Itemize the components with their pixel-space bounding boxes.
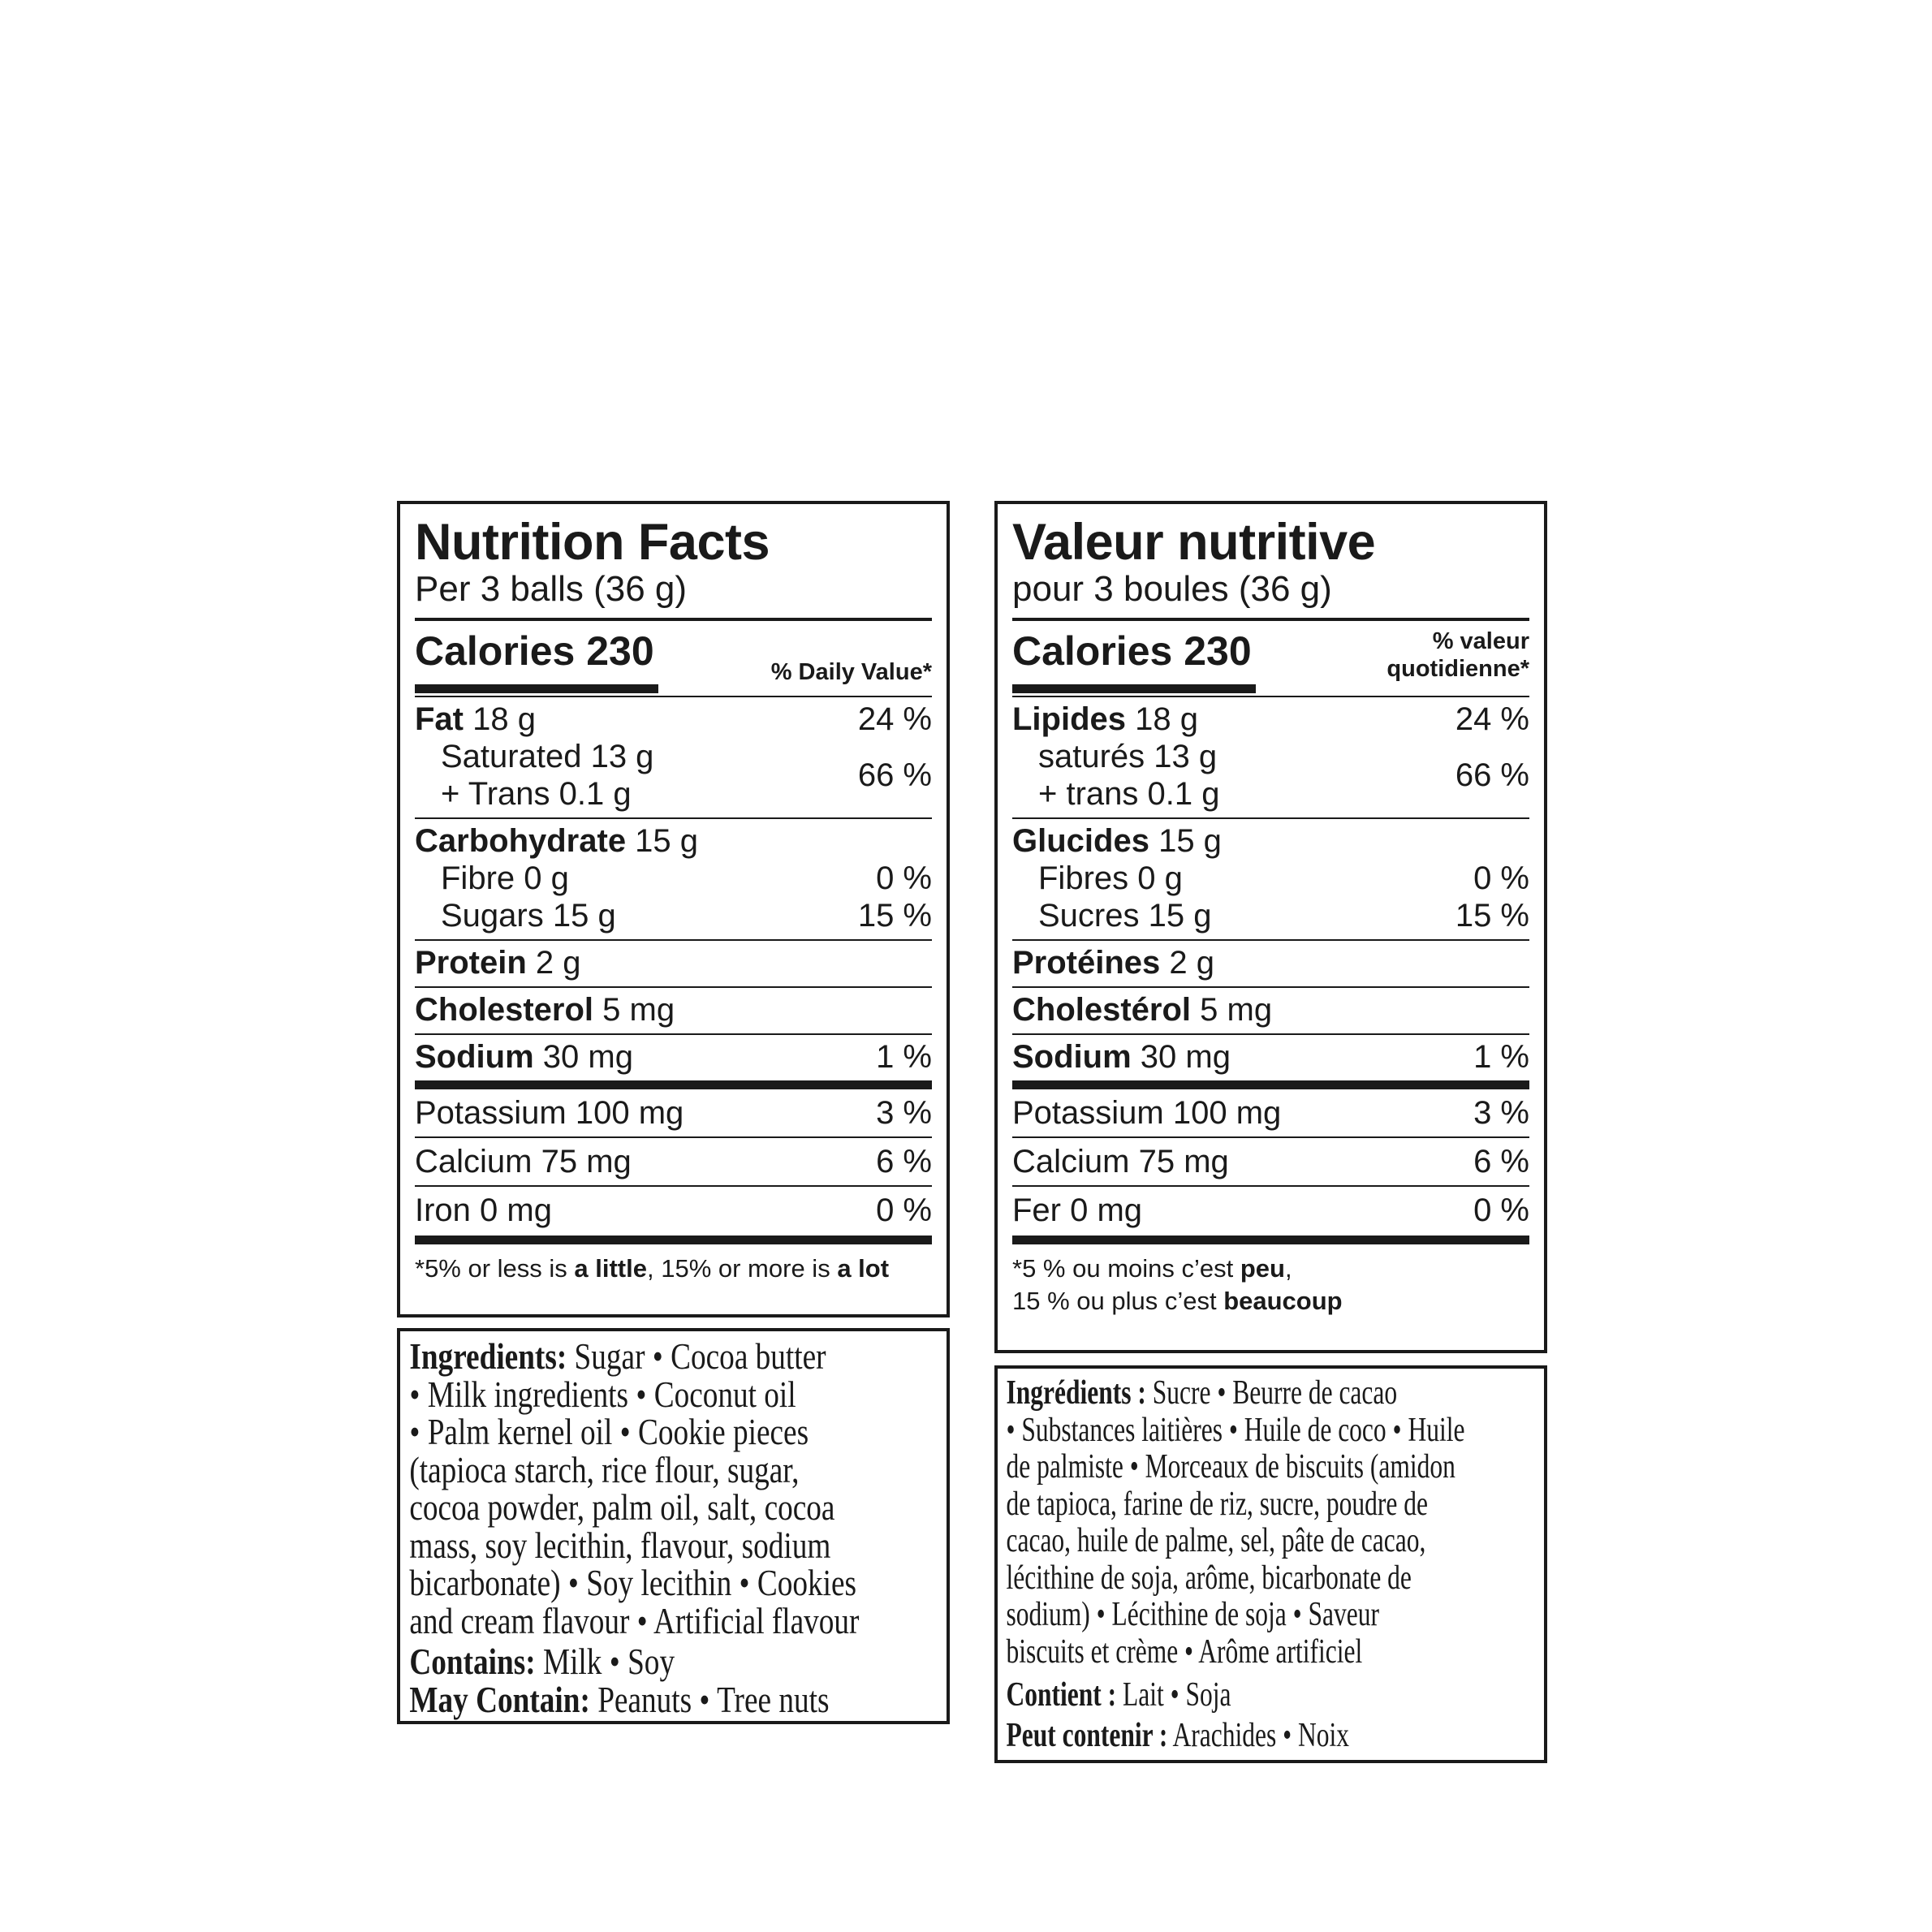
nutrient-name: Potassium 100 mg xyxy=(1012,1095,1282,1131)
daily-value-header-line1: % valeur xyxy=(1432,628,1529,654)
nutrient-amount: 5 mg xyxy=(593,992,675,1028)
calories-label: Calories 230 xyxy=(415,628,654,674)
nutrient-name: Lipides xyxy=(1012,701,1127,737)
footnote-text: *5 % ou moins c’est xyxy=(1012,1254,1240,1283)
footnote-text: , 15 % ou plus c’est xyxy=(1012,1254,1292,1315)
nutrient-name: Calcium 75 mg xyxy=(1012,1144,1229,1179)
thick-divider xyxy=(415,1080,932,1089)
allergens-may-contain xyxy=(409,1678,938,1720)
footnote-emphasis: beaucoup xyxy=(1223,1287,1343,1315)
nutrient-row-saturated-trans xyxy=(1012,738,1529,813)
nutrient-row-cholesterol xyxy=(415,988,932,1033)
nutrient-amount: 2 g xyxy=(526,945,581,981)
nutrient-row-calcium xyxy=(1012,1138,1529,1185)
nutrient-name: Cholestérol xyxy=(1012,992,1192,1028)
may-contain-text: Arachides • Noix xyxy=(1167,1716,1349,1754)
nutrient-row-fibre xyxy=(1012,860,1529,897)
calories-underline xyxy=(415,684,658,693)
nutrition-facts-panel-english xyxy=(397,501,950,1317)
contains-label: Contains: xyxy=(409,1641,536,1682)
nutrient-name: Glucides xyxy=(1012,823,1149,859)
ingredients-panel-french xyxy=(994,1365,1547,1763)
daily-value-header xyxy=(1351,627,1529,683)
ingredients-label: Ingrédients : xyxy=(1006,1374,1146,1412)
nutrient-percent: 24 % xyxy=(1455,701,1529,737)
nutrient-name: Sucres 15 g xyxy=(1038,898,1212,934)
nutrient-row-cholesterol xyxy=(1012,988,1529,1033)
nutrient-name: Carbohydrate xyxy=(415,823,627,859)
nutrient-percent: 6 % xyxy=(1473,1144,1529,1179)
nutrient-amount: 18 g xyxy=(464,701,536,737)
footnote xyxy=(1012,1244,1529,1317)
nutrient-name: Sodium xyxy=(415,1039,534,1075)
nutrient-name: Fibres 0 g xyxy=(1038,860,1183,896)
nutrient-name: Fat xyxy=(415,701,464,737)
nutrient-amount: 30 mg xyxy=(533,1039,633,1075)
nutrient-percent: 0 % xyxy=(876,1192,932,1228)
nutrient-amount: 30 mg xyxy=(1131,1039,1231,1075)
nutrient-row-iron xyxy=(1012,1187,1529,1236)
may-contain-label: May Contain: xyxy=(409,1678,590,1720)
nutrient-percent: 66 % xyxy=(1455,757,1529,793)
nutrient-name: Calcium 75 mg xyxy=(415,1144,632,1179)
nutrient-row-iron xyxy=(415,1187,932,1236)
ingredients-list xyxy=(1007,1375,1537,1671)
panel-title: Valeur nutritive xyxy=(1012,514,1376,571)
nutrient-row-fat xyxy=(1012,697,1529,738)
nutrient-row-fat xyxy=(415,697,932,738)
calories-block xyxy=(415,621,932,691)
footnote xyxy=(415,1244,932,1285)
nutrient-percent: 0 % xyxy=(1473,860,1529,896)
footnote-emphasis: peu xyxy=(1240,1254,1285,1283)
calories-label: Calories 230 xyxy=(1012,628,1252,674)
nutrient-amount: 18 g xyxy=(1126,701,1198,737)
thick-divider xyxy=(1012,1236,1529,1244)
panel-title: Nutrition Facts xyxy=(415,514,770,571)
nutrient-name: Potassium 100 mg xyxy=(415,1095,684,1131)
nutrient-percent: 66 % xyxy=(857,757,932,793)
nutrient-row-sodium xyxy=(415,1035,932,1080)
ingredients-panel-english xyxy=(397,1328,950,1724)
nutrient-row-calcium xyxy=(415,1138,932,1185)
nutrition-facts-panel-french xyxy=(994,501,1547,1353)
calories-underline xyxy=(1012,684,1256,693)
nutrient-row-protein xyxy=(415,941,932,986)
contains-label: Contient : xyxy=(1006,1676,1117,1714)
nutrient-row-carbohydrate xyxy=(415,819,932,860)
nutrient-row-potassium xyxy=(415,1089,932,1136)
nutrient-percent: 3 % xyxy=(1473,1095,1529,1131)
nutrient-name: Fibre 0 g xyxy=(441,860,569,896)
nutrient-percent: 1 % xyxy=(1473,1039,1529,1075)
nutrient-percent: 15 % xyxy=(1455,898,1529,934)
nutrient-row-fibre xyxy=(415,860,932,897)
footnote-emphasis: a lot xyxy=(837,1254,890,1283)
nutrient-percent: 0 % xyxy=(876,860,932,896)
allergens-contains xyxy=(409,1643,938,1681)
serving-size: pour 3 boules (36 g) xyxy=(1012,569,1332,609)
nutrient-percent: 24 % xyxy=(857,701,932,737)
nutrient-saturated: saturés 13 g xyxy=(1038,739,1218,774)
contains-text: Milk • Soy xyxy=(535,1641,675,1682)
nutrient-amount: 15 g xyxy=(1149,823,1222,859)
nutrient-row-sodium xyxy=(1012,1035,1529,1080)
nutrient-name: Cholesterol xyxy=(415,992,594,1028)
nutrient-row-sugars xyxy=(415,897,932,934)
nutrient-percent: 0 % xyxy=(1473,1192,1529,1228)
ingredients-text: Sucre • Beurre de cacao • Substances laitières • Huile de coco • Huile de palmiste • Morceaux de biscuits (amidon de tapioca, farine de riz, sucre, poudre de cacao, huile de palme, sel, pâte de cacao, lécithine de soja, arôme, bicarbonate de sodium) • Lécithine de soja • Saveur biscuits et crème • Arôme artificiel xyxy=(1006,1374,1465,1671)
thick-divider xyxy=(415,1236,932,1244)
nutrient-name: Protein xyxy=(415,945,527,981)
ingredients-block xyxy=(998,1369,1545,1761)
nutrient-saturated: Saturated 13 g xyxy=(441,739,654,774)
nutrient-trans: + Trans 0.1 g xyxy=(441,776,632,812)
ingredients-list xyxy=(409,1335,938,1641)
nutrient-percent: 1 % xyxy=(876,1039,932,1075)
allergens-contains xyxy=(1007,1677,1537,1714)
ingredients-block xyxy=(400,1331,948,1724)
serving-size: Per 3 balls (36 g) xyxy=(415,569,688,609)
daily-value-header: % Daily Value* xyxy=(770,659,932,685)
ingredients-text: Sugar • Cocoa butter • Milk ingredients • Coconut oil • Palm kernel oil • Cookie pieces (tapioca starch, rice flour, sugar, cocoa powder, palm oil, salt, cocoa mass, soy lecithin, flavour, sodium bicarbonate) • Soy lecithin • Cookies and cream flavour • Artificial flavour xyxy=(409,1335,860,1641)
nutrient-percent: 15 % xyxy=(857,898,932,934)
daily-value-header-line2: quotidienne* xyxy=(1386,656,1529,682)
nutrient-percent: 3 % xyxy=(876,1095,932,1131)
thick-divider xyxy=(1012,1080,1529,1089)
nutrient-name: Protéines xyxy=(1012,945,1161,981)
nutrient-row-saturated-trans xyxy=(415,738,932,813)
nutrient-amount: 2 g xyxy=(1160,945,1215,981)
allergens-may-contain xyxy=(1007,1718,1537,1755)
nutrient-trans: + trans 0.1 g xyxy=(1038,776,1220,812)
footnote-text: *5% or less is xyxy=(415,1254,575,1283)
nutrient-name: Sugars 15 g xyxy=(441,898,616,934)
nutrient-name: Iron 0 mg xyxy=(415,1192,552,1228)
nutrient-name: Fer 0 mg xyxy=(1012,1192,1143,1228)
footnote-text: , 15% or more is xyxy=(647,1254,838,1283)
nutrient-row-potassium xyxy=(1012,1089,1529,1136)
nutrient-row-protein xyxy=(1012,941,1529,986)
may-contain-label: Peut contenir : xyxy=(1006,1716,1168,1754)
nutrient-percent: 6 % xyxy=(876,1144,932,1179)
contains-text: Lait • Soja xyxy=(1116,1676,1231,1714)
may-contain-text: Peanuts • Tree nuts xyxy=(589,1678,830,1720)
nutrient-name: Sodium xyxy=(1012,1039,1132,1075)
calories-block xyxy=(1012,621,1529,691)
ingredients-label: Ingredients: xyxy=(409,1335,567,1377)
nutrient-row-carbohydrate xyxy=(1012,819,1529,860)
nutrient-amount: 5 mg xyxy=(1191,992,1273,1028)
nutrient-amount: 15 g xyxy=(626,823,699,859)
nutrient-row-sugars xyxy=(1012,897,1529,934)
footnote-emphasis: a little xyxy=(574,1254,647,1283)
